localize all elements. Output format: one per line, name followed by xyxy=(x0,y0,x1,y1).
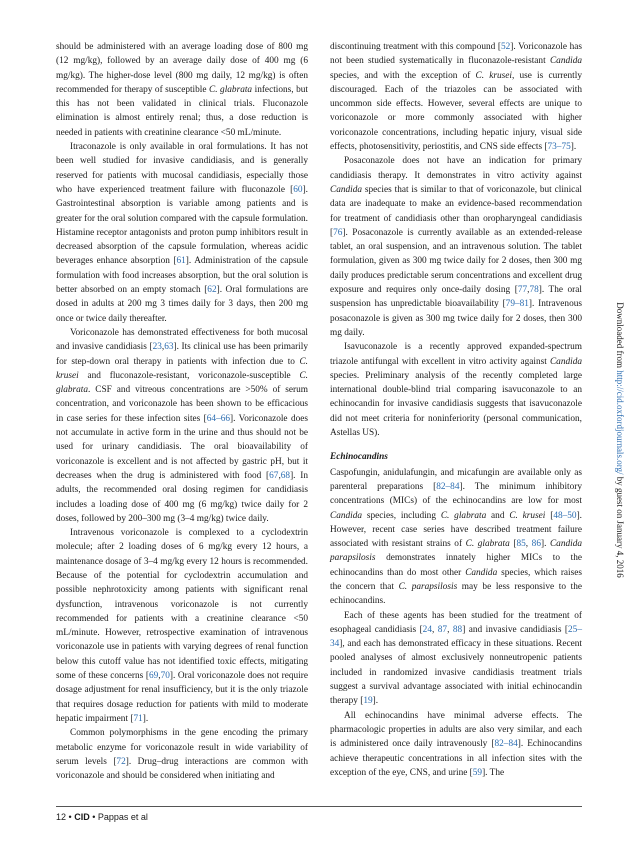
text-run: ]. Voriconazole does not accumulate in active form in the urine and thus should not be used for urinary candidiasis. The oral bioavailability of voriconazole is excellent and is not affected by gastric pH, but it decreases when the drug is administered with food [ xyxy=(56,413,308,481)
species-name: C. krusei xyxy=(509,510,546,521)
species-name: Candida xyxy=(549,356,582,367)
species-name: Candida xyxy=(330,184,363,195)
citation-link[interactable]: 87 xyxy=(437,624,448,635)
citation-link[interactable]: 85 xyxy=(516,539,526,550)
text-run: infections, but this has not been validated in clinical trials. Fluconazole elimination is almost entirely renal; thus, a dose reduction is needed in patients with creatinine clearance <50 mL/minute. xyxy=(56,84,308,138)
text-run: Common polymorphisms in the gene encoding the primary metabolic enzyme for voriconazole result in wide variability of serum levels [ xyxy=(56,728,308,767)
text-run: Voriconazole has demonstrated effectiveness for both mucosal and invasive candidiasis [ xyxy=(56,327,308,353)
body-paragraph xyxy=(330,466,582,609)
citation-link[interactable]: 71 xyxy=(133,713,143,724)
text-run: Intravenous voriconazole is complexed to a cyclodextrin molecule; after 2 loading doses of 6 mg/kg every 12 hours, a maintenance dosage of 3–4 mg/kg every 12 hours is recommended. Because of the potential for cyclodextrin accumulation and possible nephrotoxicity among patients with significant renal dysfunction, intravenous voriconazole is not currently recommended for patients with a creatinine clearance <50 mL/minute. However, retrospective examination of intravenous voriconazole use in patients with varying degrees of renal function below this cutoff value has not identified toxic effects, mitigating some of these concerns [ xyxy=(56,528,308,682)
species-name: Candida xyxy=(465,567,498,578)
text-run: ]. Oral formulations are dosed in adults at 200 mg 3 times daily for 3 days, then 200 mg once or twice daily thereafter. xyxy=(56,285,308,324)
text-run: should be administered with an average loading dose of 800 mg (12 mg/kg), followed by an average daily dose of 400 mg (6 mg/kg). The higher-dose level (800 mg daily, 12 mg/kg) is often recommended for therapy of susceptible xyxy=(56,42,308,95)
text-run: species that is similar to that of voriconazole, but clinical data are inadequate to make an evidence-based recommendation for treatment of candidiasis other than oropharyngeal candidiasis [ xyxy=(330,184,582,238)
text-run: , xyxy=(158,671,161,682)
citation-link[interactable]: 61 xyxy=(176,256,186,267)
text-run: ]. The xyxy=(482,767,505,778)
text-run: species, and with the exception of xyxy=(330,70,476,81)
footer-bullet-1: • xyxy=(68,812,72,822)
section-heading: Echinocandins xyxy=(330,452,388,463)
text-run: Caspofungin, anidulafungin, and micafungin are available only as parenteral preparations [ xyxy=(330,467,582,492)
species-name: C. glabrata xyxy=(209,84,253,95)
text-run: , use is currently discouraged. Each of the triazoles can be associated with uncommon side effects. However, several effects are unique to voriconazole or more commonly associated with higher voriconazole concentrations, including hepatic injury, visual side effects, photosensitivity, periostitis, and CNS side effects [ xyxy=(330,70,582,153)
citation-link[interactable]: 23 xyxy=(152,342,162,353)
citation-link[interactable]: 76 xyxy=(333,227,343,238)
citation-link[interactable]: 68 xyxy=(280,470,291,481)
left-column xyxy=(56,40,308,783)
body-paragraph xyxy=(56,726,308,783)
text-run: , xyxy=(431,624,438,635)
text-run: ]. Echinocandins achieve therapeutic concentrations in all infection sites with the exception of the eye, CNS, and urine [ xyxy=(330,739,582,778)
text-run: ]. In adults, the recommended oral dosing regimen for candidiasis includes a loading dose of 400 mg (6 mg/kg) twice daily for 2 doses, followed by 200–300 mg (3–4 mg/kg) twice daily. xyxy=(56,470,308,524)
citation-link[interactable]: 24 xyxy=(422,624,432,635)
citation-link[interactable]: 86 xyxy=(531,539,541,550)
citation-link[interactable]: 69 xyxy=(148,671,159,682)
citation-link[interactable]: 25–34 xyxy=(330,624,582,650)
text-run: Each of these agents has been studied for the treatment of esophageal candidiasis [ xyxy=(330,610,582,635)
text-run: Itraconazole is only available in oral formulations. It has not been well studied for invasive candidiasis, and is generally reserved for patients with mucosal candidiasis, especially those who have experienced treatment failure with fluconazole [ xyxy=(56,142,308,195)
text-run: discontinuing treatment with this compound [ xyxy=(330,42,501,52)
citation-link[interactable]: 52 xyxy=(501,42,511,52)
text-run: ]. Oral voriconazole does not require dosage adjustment for renal insufficiency, but it is the only triazole that requires dosage reduction for patients with mild to moderate hepatic impairment [ xyxy=(56,671,308,724)
species-name: C. glabrata xyxy=(465,539,510,550)
citation-link[interactable]: 79–81 xyxy=(505,299,529,310)
species-name: C. krusei xyxy=(475,70,512,81)
body-paragraph xyxy=(330,40,582,154)
download-notice-link[interactable]: http://cid.oxfordjournals.org/ xyxy=(615,370,625,475)
text-run: ]. xyxy=(372,696,379,707)
body-paragraph xyxy=(56,140,308,326)
text-run: ]. xyxy=(142,713,149,724)
text-run: Posaconazole does not have an indication for primary candidiasis therapy. It demonstrates in vitro activity against xyxy=(330,156,582,181)
text-run: species, including xyxy=(362,510,441,521)
journal-name: CID xyxy=(74,812,90,822)
citation-link[interactable]: 88 xyxy=(452,624,463,635)
citation-link[interactable]: 70 xyxy=(160,671,170,682)
citation-link[interactable]: 48–50 xyxy=(553,510,577,521)
text-run: ]. The oral suspension has unpredictable bioavailability [ xyxy=(330,285,582,310)
text-run: may be less responsive to the echinocandins. xyxy=(330,581,582,607)
download-notice-suffix: by guest on January 4, 2016 xyxy=(615,474,625,578)
right-column xyxy=(330,40,582,780)
species-name: C. krusei xyxy=(56,356,308,381)
text-run: [ xyxy=(545,510,554,521)
text-run: ]. Gastrointestinal absorption is variable among patients and is greater for the oral solution compared with the capsule formulation. Histamine receptor antagonists and proton pump inhibitors result in decreased absorption of the capsule formulation, whereas acidic beverages enhance absorption [ xyxy=(56,184,308,267)
text-run: ], and each has demonstrated efficacy in these situations. Recent pooled analyses of almost exclusively nonneutropenic patients included in randomized invasive candidiasis treatment trials suggest a survival advantage associated with initial echinocandin therapy [ xyxy=(330,639,582,707)
footer-rule xyxy=(56,806,582,807)
body-paragraph xyxy=(56,326,308,526)
body-paragraph xyxy=(330,609,582,709)
text-run: species, which raises the concern that xyxy=(330,567,582,592)
citation-link[interactable]: 77 xyxy=(517,285,528,296)
citation-link[interactable]: 64–66 xyxy=(206,413,231,424)
page-number: 12 xyxy=(56,812,67,822)
text-run: ]. Administration of the capsule formulation with food increases absorption, but the oral solution is better absorbed on an empty stomach [ xyxy=(56,256,308,296)
text-run: and xyxy=(486,510,510,521)
citation-link[interactable]: 63 xyxy=(164,342,174,353)
text-run: . CSF and vitreous concentrations are >50% of serum concentration, and voriconazole has been shown to be efficacious in case series for these infection sites [ xyxy=(56,385,308,424)
citation-link[interactable]: 62 xyxy=(207,285,217,296)
text-run: ]. The minimum inhibitory concentrations (MICs) of the echinocandins are low for most xyxy=(330,481,582,507)
text-run: , xyxy=(278,470,281,481)
citation-link[interactable]: 82–84 xyxy=(436,481,460,492)
text-run: [ xyxy=(509,539,517,550)
text-run: Isavuconazole is a recently approved expanded-spectrum triazole antifungal with excellent in vitro activity against xyxy=(330,342,582,367)
species-name: Candida xyxy=(549,56,582,67)
text-run: ]. Drug–drug interactions are common with voriconazole and should be considered when initiating and xyxy=(56,756,308,782)
body-paragraph xyxy=(330,709,582,780)
text-run: ] and invasive candidiasis [ xyxy=(462,624,569,635)
species-name: C. parapsilosis xyxy=(398,581,458,592)
citation-link[interactable]: 19 xyxy=(363,696,373,707)
text-run: ]. However, recent case series have described treatment failure associated with resistant strains of xyxy=(330,510,582,550)
text-run: and fluconazole-resistant, voriconazole-susceptible xyxy=(78,370,300,381)
citation-link[interactable]: 67 xyxy=(269,470,279,481)
download-notice-prefix: Downloaded from xyxy=(615,302,625,371)
species-name: C. glabrata xyxy=(56,370,308,396)
citation-link[interactable]: 73–75 xyxy=(547,142,571,153)
footer-bullet-2: • xyxy=(92,812,96,822)
species-name: Candida parapsilosis xyxy=(330,539,582,564)
page-footer xyxy=(56,812,148,822)
body-paragraph xyxy=(56,40,308,140)
citation-link[interactable]: 78 xyxy=(529,285,539,296)
body-paragraph xyxy=(330,154,582,340)
footer-authors: Pappas et al xyxy=(97,812,148,822)
body-paragraph xyxy=(56,526,308,726)
text-run: ]. Voriconazole has not been studied systematically in fluconazole-resistant xyxy=(330,42,583,67)
citation-link[interactable]: 72 xyxy=(116,756,126,767)
text-run: species. Preliminary analysis of the recently completed large international double-blind trial comparing isavuconazole to an echinocandin for invasive candidiasis suggests that isavuconazole did not meet criteria for noninferiority (personal communication, Astellas US). xyxy=(330,370,582,439)
species-name: Candida xyxy=(330,510,363,521)
text-run: ]. Intravenous posaconazole is given as 300 mg twice daily for 2 doses, then 300 mg daily. xyxy=(330,299,582,338)
text-run: , xyxy=(447,624,453,635)
citation-link[interactable]: 59 xyxy=(472,767,483,778)
text-run: , xyxy=(527,285,530,296)
text-run: ]. xyxy=(540,539,550,550)
citation-link[interactable]: 82–84 xyxy=(494,739,518,750)
text-run: All echinocandins have minimal adverse effects. The pharmacologic properties in adults are also very similar, and each is administered once daily intravenously [ xyxy=(330,710,582,750)
text-run: ]. Posaconazole is currently available as an extended-release tablet, an oral suspension, and an intravenous solution. The tablet formulation, given as 300 mg twice daily for 2 doses, then 300 mg daily produces predictable serum concentrations and excellent drug exposure and requires only once-daily dosing [ xyxy=(330,227,582,296)
citation-link[interactable]: 60 xyxy=(293,184,303,195)
text-run: ]. Its clinical use has been primarily for step-down oral therapy in patients with infection due to xyxy=(56,342,308,367)
text-run: , xyxy=(161,342,165,353)
body-paragraph xyxy=(330,340,582,440)
species-name: C. glabrata xyxy=(440,510,487,521)
text-run: , xyxy=(525,539,532,550)
text-run: ]. xyxy=(570,142,577,153)
text-run: demonstrates innately higher MICs to the echinocandins than do most other xyxy=(330,553,582,578)
